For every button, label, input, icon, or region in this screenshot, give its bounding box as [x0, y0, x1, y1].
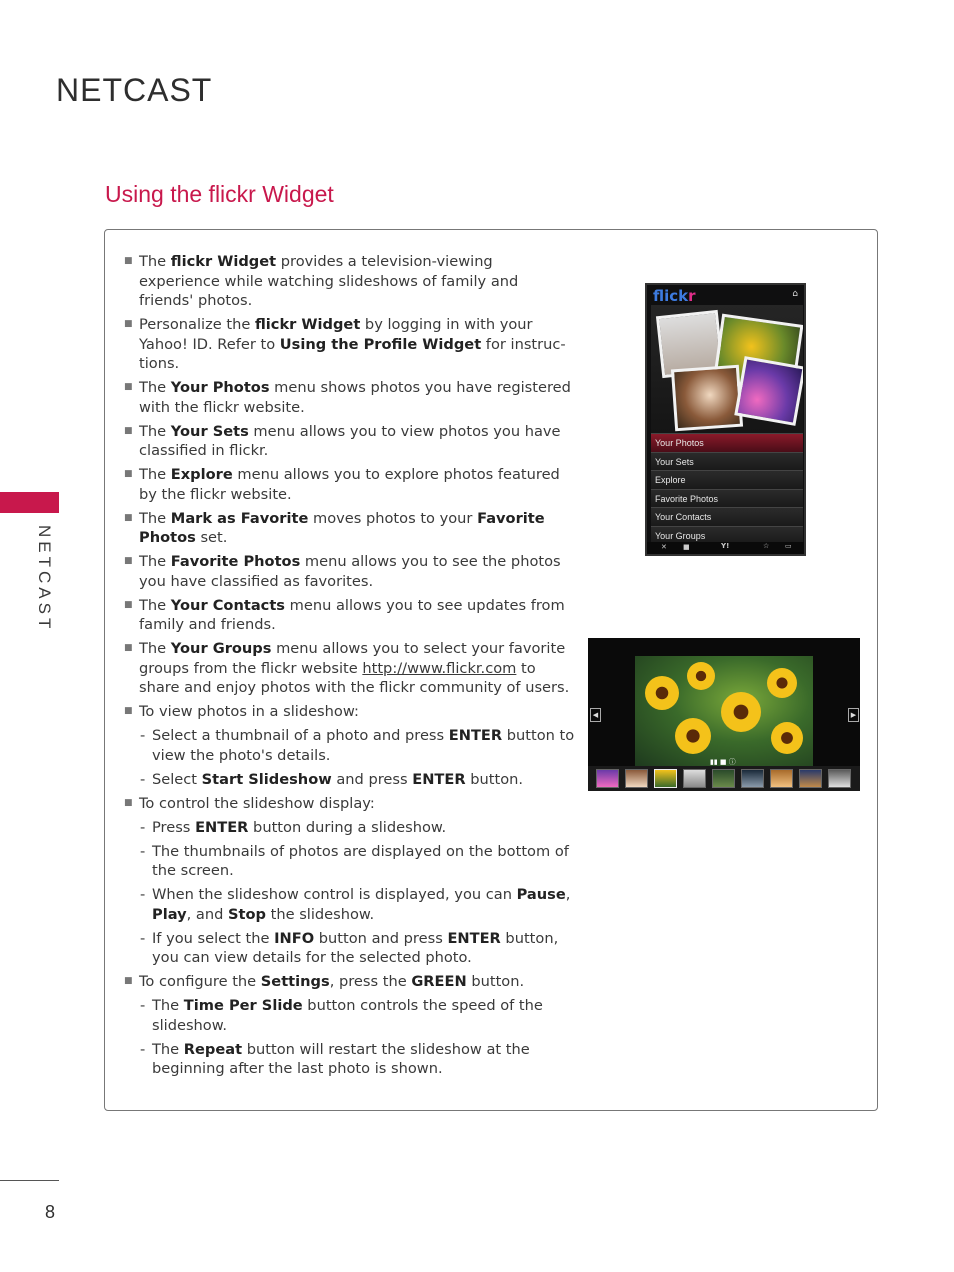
emphasis-term: flickr Widget: [254, 316, 361, 333]
thumbnail[interactable]: [625, 769, 648, 788]
thumbnail-strip: [588, 766, 860, 791]
bullet-item: ■ The Mark as Favorite moves photos to your Favorite Photos set.: [124, 509, 576, 548]
photo-woman: [671, 365, 743, 432]
menu-item-explore[interactable]: Explore: [651, 470, 803, 489]
battery-icon: ▭: [785, 542, 792, 550]
emphasis-term: Explore: [170, 466, 233, 483]
sub-item: - Select a thumbnail of a photo and press ENTER button to view the photo's details.: [124, 726, 576, 765]
thumbnail[interactable]: [712, 769, 735, 788]
yahoo-icon[interactable]: Y!: [721, 542, 730, 550]
slideshow-controls-icon[interactable]: ▮▮ ■ ⓘ: [710, 758, 736, 766]
sub-item: - The Time Per Slide button controls the speed of the slideshow.: [124, 996, 576, 1035]
emphasis-term: Your Contacts: [170, 596, 285, 614]
flower-shape: [771, 722, 803, 754]
bullet-item: ■ The Your Groups menu allows you to select your favorite groups from the flickr website http://www.flickr.com to share and enjoy photos with the flickr community of users.: [124, 639, 576, 698]
star-icon[interactable]: ☆: [763, 542, 770, 550]
bullet-item: ■ Personalize the flickr Widget by logging in with your Yahoo! ID. Refer to Using the Profile Widget for instruc-tions.: [124, 315, 576, 374]
instructions-list: [124, 252, 576, 1083]
menu-item-favorite-photos[interactable]: Favorite Photos: [651, 489, 803, 508]
thumbnail[interactable]: [828, 769, 851, 788]
emphasis-term: INFO: [274, 929, 315, 947]
bullet-item: ■ The Explore menu allows you to explore photos featured by the flickr website.: [124, 465, 576, 504]
emphasis-term: ENTER: [447, 929, 501, 947]
emphasis-term: Play: [152, 905, 187, 923]
emphasis-term: Repeat: [183, 1040, 243, 1058]
page-title: Using the flickr Widget: [105, 181, 334, 207]
header-section-title: NETCAST: [56, 72, 213, 108]
prev-arrow-icon[interactable]: ◀: [590, 708, 601, 722]
bullet-item: ■ To configure the Settings, press the GREEN button.: [124, 972, 576, 992]
emphasis-term: Mark as Favorite: [170, 509, 309, 527]
side-tab-marker: [0, 492, 59, 513]
photo-collage: [651, 305, 803, 433]
emphasis-term: ENTER: [448, 727, 503, 744]
thumbnail[interactable]: [799, 769, 822, 788]
flower-shape: [687, 662, 715, 690]
widget-menu: [651, 433, 803, 544]
home-icon[interactable]: ⌂: [792, 289, 798, 299]
slideshow-photo: [635, 656, 813, 766]
bullet-item: ■ The Your Sets menu allows you to view photos you have classified in flickr.: [124, 422, 576, 461]
side-label: NETCAST: [35, 525, 54, 633]
emphasis-term: Favorite Photos: [139, 509, 545, 546]
bullet-item: ■ To control the slideshow display:: [124, 794, 576, 814]
emphasis-term: Time Per Slide: [183, 997, 303, 1014]
emphasis-term: ENTER: [412, 770, 466, 788]
emphasis-term: Pause: [516, 886, 566, 903]
thumbnail[interactable]: [654, 769, 677, 788]
page-number-rule: [0, 1180, 59, 1181]
sub-item: - If you select the INFO button and press ENTER button, you can view details for the selected photo.: [124, 929, 576, 968]
close-icon[interactable]: ✕: [661, 543, 667, 551]
emphasis-term: ENTER: [195, 818, 249, 836]
flower-shape: [675, 718, 711, 754]
next-arrow-icon[interactable]: ▶: [848, 708, 859, 722]
menu-item-your-photos[interactable]: Your Photos: [651, 433, 803, 452]
thumbnail[interactable]: [683, 769, 706, 788]
emphasis-term: Stop: [228, 905, 266, 923]
flower-shape: [645, 676, 679, 710]
sub-item: - Press ENTER button during a slideshow.: [124, 818, 576, 838]
menu-item-your-sets[interactable]: Your Sets: [651, 452, 803, 471]
thumbnail[interactable]: [770, 769, 793, 788]
photo-purple: [734, 356, 803, 426]
flickr-widget-screenshot: [645, 283, 806, 556]
flickr-logo: flickr: [653, 287, 696, 305]
emphasis-term: Start Slideshow: [201, 770, 332, 788]
emphasis-term: Settings: [260, 973, 330, 990]
page-number: 8: [45, 1202, 56, 1222]
bullet-item: ■ The Your Photos menu shows photos you have registered with the flickr website.: [124, 378, 576, 417]
emphasis-term: GREEN: [411, 973, 467, 990]
widget-footer: [647, 542, 804, 554]
slideshow-screenshot: [588, 638, 860, 791]
menu-item-your-contacts[interactable]: Your Contacts: [651, 507, 803, 526]
emphasis-term: flickr Widget: [170, 253, 277, 270]
bullet-item: ■ The flickr Widget provides a television-viewing experience while watching slideshows of family and friends' photos.: [124, 252, 576, 311]
emphasis-term: Your Sets: [170, 422, 249, 440]
emphasis-term: Favorite Photos: [170, 553, 301, 570]
bullet-item: ■ The Favorite Photos menu allows you to see the photos you have classified as favorites.: [124, 552, 576, 591]
sub-item: - Select Start Slideshow and press ENTER button.: [124, 770, 576, 790]
sub-item: - The Repeat button will restart the slideshow at the beginning after the last photo is shown.: [124, 1040, 576, 1079]
flower-shape: [767, 668, 797, 698]
sub-item: - The thumbnails of photos are displayed on the bottom of the screen.: [124, 842, 576, 881]
emphasis-term: Using the Profile Widget: [279, 335, 482, 353]
square-icon[interactable]: ■: [683, 543, 690, 551]
emphasis-term: Your Photos: [170, 379, 270, 396]
menu-item-your-groups[interactable]: Your Groups: [651, 526, 803, 545]
thumbnail[interactable]: [741, 769, 764, 788]
thumbnail[interactable]: [596, 769, 619, 788]
flickr-url-link[interactable]: http://www.flickr.com: [362, 659, 517, 677]
bullet-item: ■ The Your Contacts menu allows you to see updates from family and friends.: [124, 596, 576, 635]
emphasis-term: Your Groups: [170, 640, 272, 657]
bullet-item: ■ To view photos in a slideshow:: [124, 702, 576, 722]
sub-item: - When the slideshow control is displayed, you can Pause, Play, and Stop the slideshow.: [124, 885, 576, 924]
flower-shape: [721, 692, 761, 732]
